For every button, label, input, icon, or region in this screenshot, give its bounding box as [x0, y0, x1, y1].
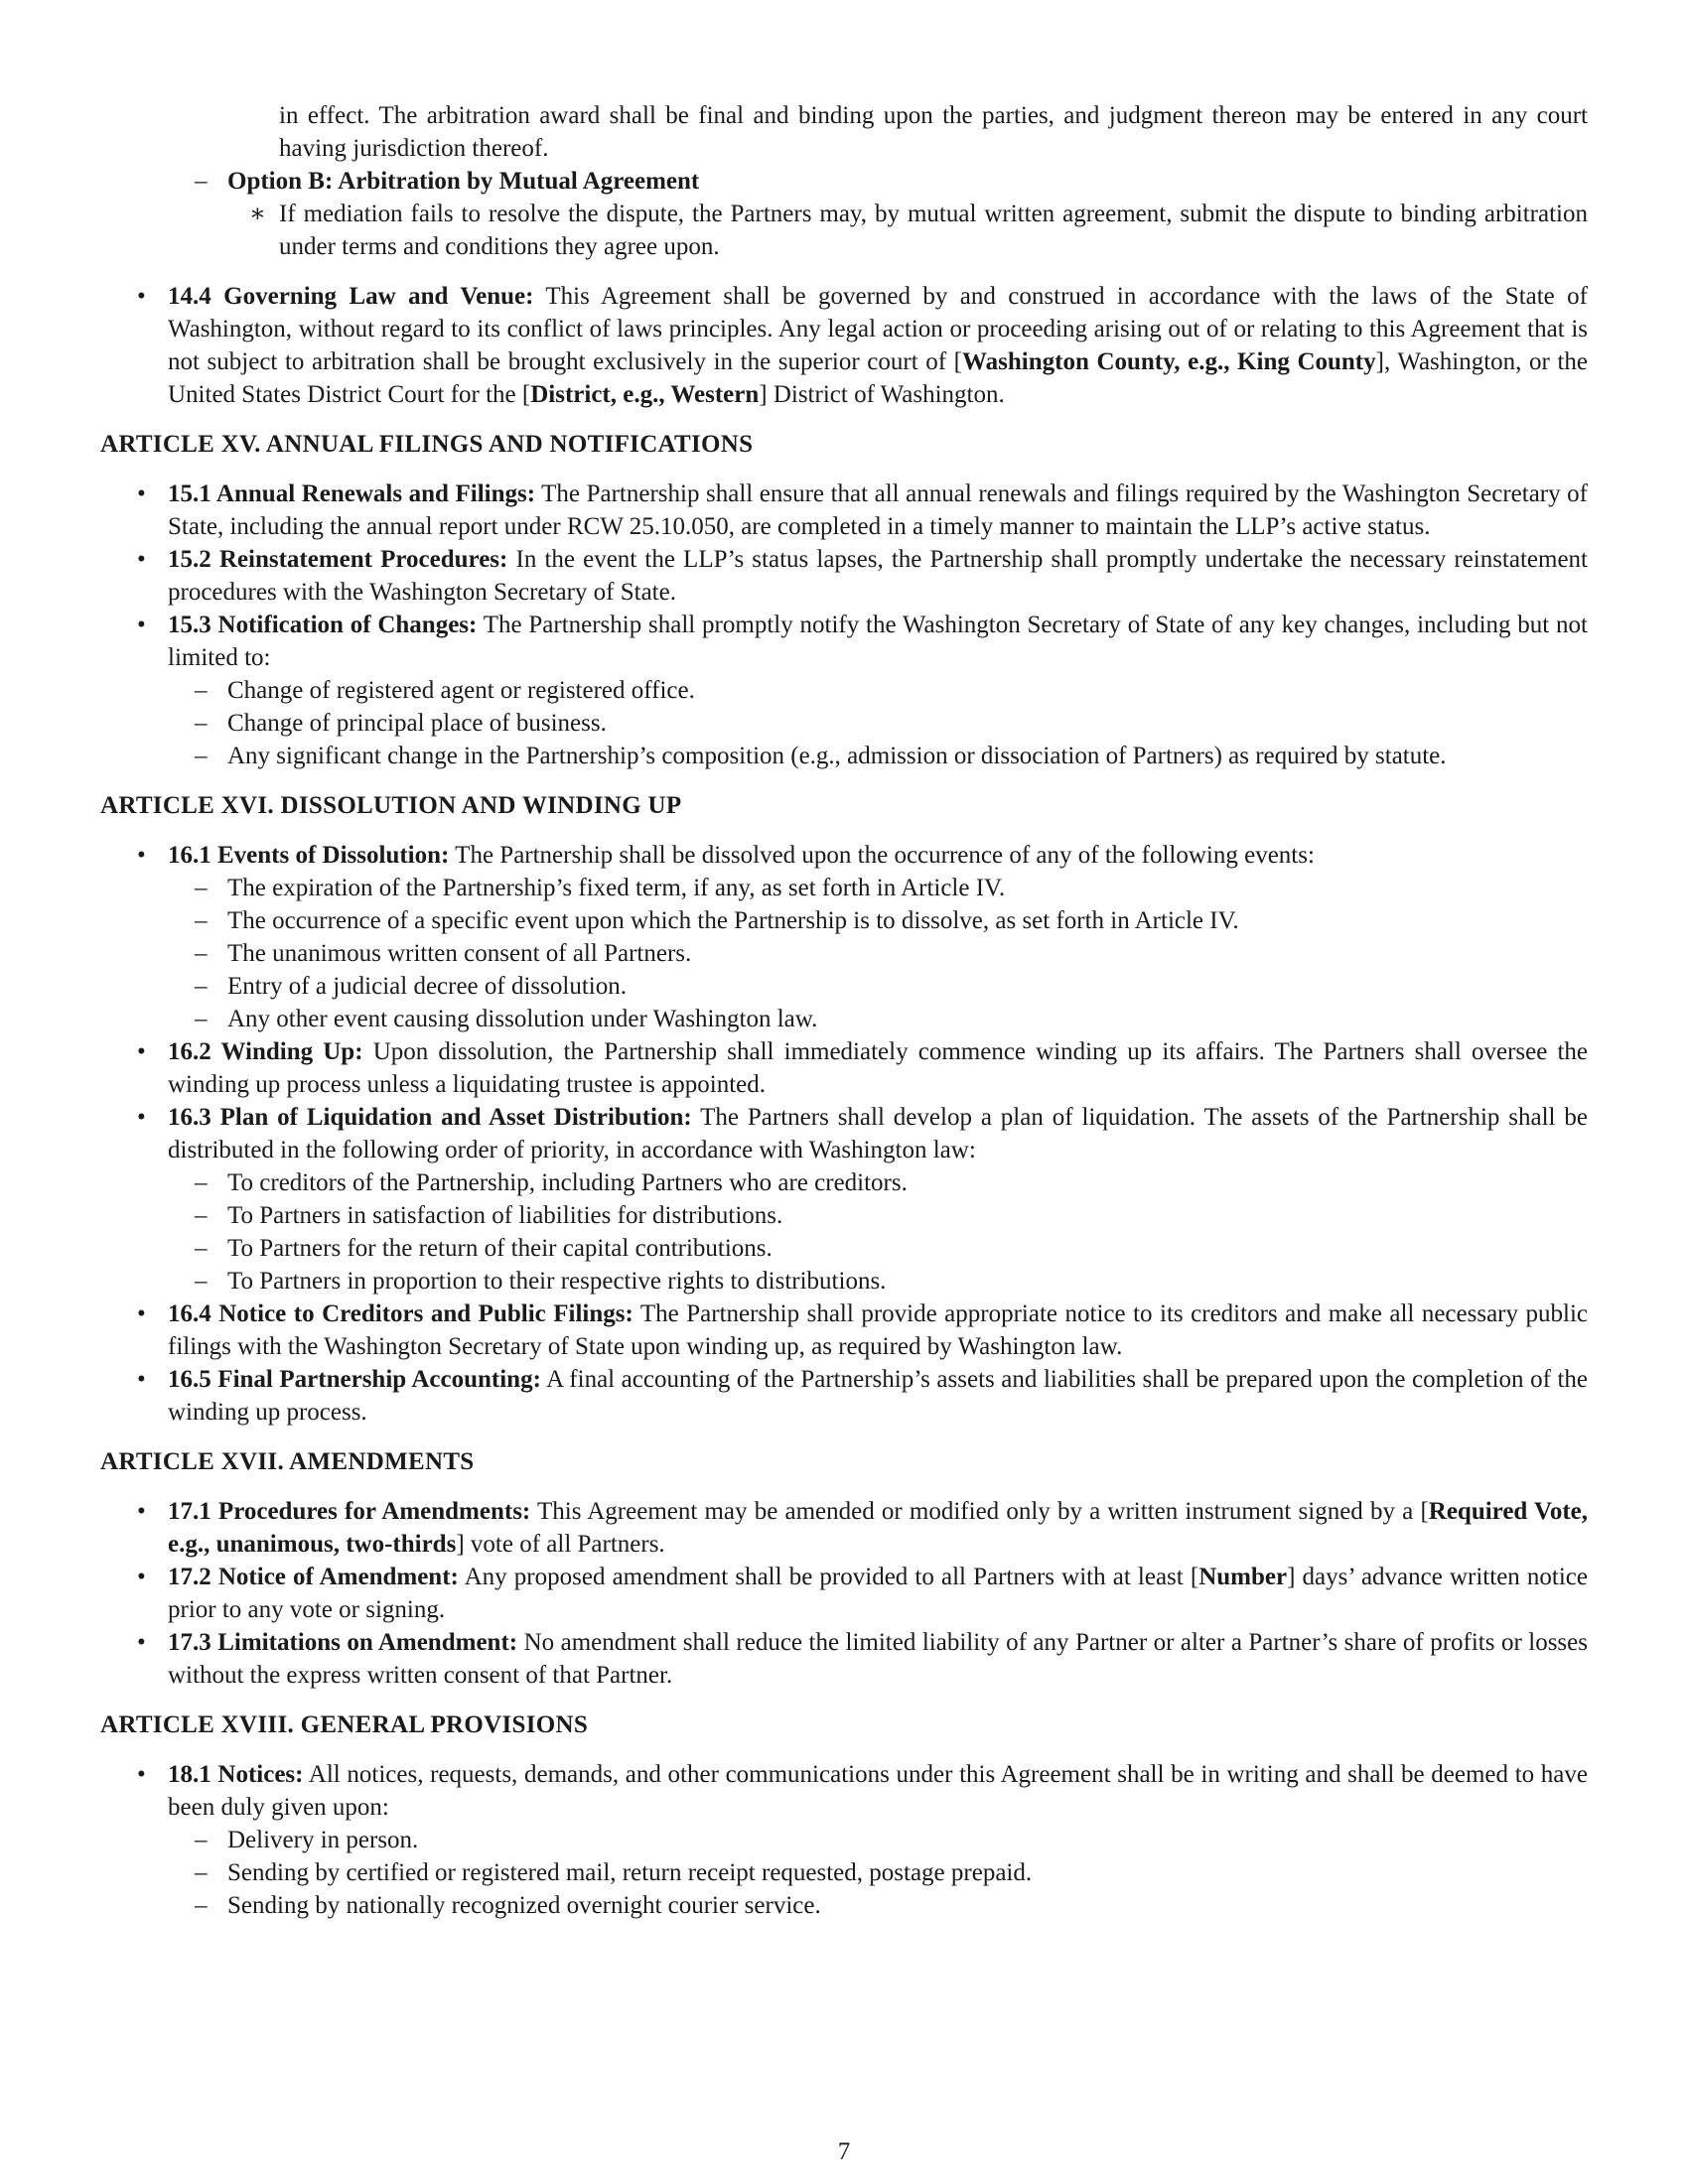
dash-marker: – [195, 168, 208, 195]
bullet-marker: • [137, 1564, 146, 1590]
article-18-heading: ARTICLE XVIII. GENERAL PROVISIONS [100, 1711, 589, 1738]
list-item-text: The unanimous written consent of all Partners. [227, 940, 692, 967]
section-text: The Partners shall develop a plan of liquidation. The assets of the Partnership shall be distributed in the following order of priority, in accordance with Washington law: [168, 1104, 1588, 1163]
list-item [100, 970, 1588, 1003]
list-item [100, 707, 1588, 740]
bullet-marker: • [137, 842, 146, 869]
dash-marker: – [195, 1169, 208, 1196]
section-text: Any proposed amendment shall be provided to all Partners with at least [ [458, 1564, 1199, 1590]
placeholder-required-vote: Required Vote, e.g., unanimous, two-thirds [168, 1498, 1588, 1558]
list-item [100, 1856, 1588, 1889]
list-item [100, 1199, 1588, 1232]
section-17-3 [100, 1626, 1588, 1692]
bullet-marker: • [137, 612, 146, 638]
option-b-detail [100, 198, 1588, 263]
list-item [100, 674, 1588, 707]
section-16-2 [100, 1035, 1588, 1101]
list-item-text: Entry of a judicial decree of dissolution. [227, 973, 627, 1000]
list-item-text: Any other event causing dissolution under Washington law. [227, 1006, 818, 1032]
section-16-1 [100, 839, 1588, 1035]
section-text: The Partnership shall promptly notify the Washington Secretary of State of any key changes, including but not limited to: [168, 612, 1588, 671]
article-15-heading: ARTICLE XV. ANNUAL FILINGS AND NOTIFICATIONS [100, 431, 754, 458]
bullet-marker: • [137, 1104, 146, 1131]
bullet-marker: • [137, 1629, 146, 1656]
list-item-text: To creditors of the Partnership, including Partners who are creditors. [227, 1169, 908, 1196]
section-label: 15.3 Notification of Changes: [168, 612, 478, 638]
list-item-text: The expiration of the Partnership’s fixed term, if any, as set forth in Article IV. [227, 875, 1006, 901]
section-label: 17.3 Limitations on Amendment: [168, 1629, 518, 1656]
option-b-title: Option B: Arbitration by Mutual Agreement [227, 168, 700, 195]
dash-marker: – [195, 940, 208, 967]
placeholder-district: District, e.g., Western [530, 381, 760, 408]
section-label: 14.4 Governing Law and Venue: [168, 283, 534, 310]
section-text: ], Washington, or the United States District Court for the [ [168, 348, 1588, 408]
list-item [100, 740, 1588, 772]
section-text: ] days’ advance written notice prior to any vote or signing. [168, 1564, 1588, 1623]
dash-marker: – [195, 1268, 208, 1295]
section-label: 15.2 Reinstatement Procedures: [168, 546, 508, 573]
list-item-text: Delivery in person. [227, 1827, 419, 1853]
list-item [100, 1889, 1588, 1922]
bullet-marker: • [137, 480, 146, 507]
list-item-text: To Partners in proportion to their respective rights to distributions. [227, 1268, 887, 1295]
list-item-text: Change of registered agent or registered office. [227, 677, 695, 704]
section-15-1 [100, 478, 1588, 543]
section-15-3 [100, 609, 1588, 772]
document-page [100, 99, 1588, 1922]
dash-marker: – [195, 875, 208, 901]
placeholder-county: Washington County, e.g., King County [962, 348, 1376, 375]
dash-marker: – [195, 1827, 208, 1853]
list-item [100, 1824, 1588, 1856]
bullet-marker: • [137, 1761, 146, 1788]
list-item [100, 904, 1588, 937]
section-label: 15.1 Annual Renewals and Filings: [168, 480, 536, 507]
option-b-text: If mediation fails to resolve the dispute, the Partners may, by mutual written agreement, submit the dispute to binding arbitration under terms and conditions they agree upon. [279, 201, 1588, 260]
section-text: A final accounting of the Partnership’s assets and liabilities shall be prepared upon the completion of the winding up process. [168, 1366, 1588, 1426]
bullet-marker: • [137, 1366, 146, 1393]
article-16-heading: ARTICLE XVI. DISSOLUTION AND WINDING UP [100, 792, 682, 819]
section-15-2 [100, 543, 1588, 609]
section-label: 16.2 Winding Up: [168, 1038, 363, 1065]
dash-marker: – [195, 907, 208, 934]
section-text: ] vote of all Partners. [456, 1531, 665, 1558]
list-item [100, 1166, 1588, 1199]
section-17-2 [100, 1561, 1588, 1626]
section-17-1 [100, 1495, 1588, 1561]
section-14-4 [100, 280, 1588, 411]
section-label: 17.1 Procedures for Amendments: [168, 1498, 531, 1525]
section-text: The Partnership shall ensure that all annual renewals and filings required by the Washington Secretary of State, including the annual report under RCW 25.10.050, are completed in a timely manner to maintain the LLP’s active status. [168, 480, 1589, 540]
section-18-1 [100, 1758, 1588, 1922]
bullet-marker: • [137, 1038, 146, 1065]
section-text: ] District of Washington. [759, 381, 1005, 408]
section-16-4 [100, 1297, 1588, 1363]
list-item [100, 1265, 1588, 1297]
section-text: In the event the LLP’s status lapses, the Partnership shall promptly undertake the necessary reinstatement procedures with the Washington Secretary of State. [168, 546, 1589, 606]
list-item-text: Any significant change in the Partnership’s composition (e.g., admission or dissociation of Partners) as required by statute. [227, 743, 1447, 769]
dash-marker: – [195, 1235, 208, 1262]
dash-marker: – [195, 743, 208, 769]
dash-marker: – [195, 710, 208, 737]
list-item-text: Change of principal place of business. [227, 710, 607, 737]
bullet-marker: • [137, 283, 146, 310]
arbitration-continuation: in effect. The arbitration award shall be final and binding upon the parties, and judgment thereon may be entered in any court having jurisdiction thereof. [279, 102, 1588, 162]
star-marker: ∗ [249, 201, 266, 227]
option-b-item [100, 165, 1588, 198]
dash-marker: – [195, 1006, 208, 1032]
dash-marker: – [195, 677, 208, 704]
section-text: All notices, requests, demands, and other communications under this Agreement shall be in writing and shall be deemed to have been duly given upon: [168, 1761, 1589, 1821]
section-16-3 [100, 1101, 1588, 1297]
dash-marker: – [195, 1892, 208, 1919]
dash-marker: – [195, 1202, 208, 1229]
section-label: 16.3 Plan of Liquidation and Asset Distribution: [168, 1104, 692, 1131]
section-text: This Agreement shall be governed by and construed in accordance with the laws of the State of Washington, without regard to its conflict of laws principles. Any legal action or proceeding arising out of or relating to this Agreement that is not subject to arbitration shall be brought exclusively in the superior court of [ [168, 283, 1589, 375]
list-item-text: To Partners for the return of their capital contributions. [227, 1235, 773, 1262]
section-text: No amendment shall reduce the limited liability of any Partner or alter a Partner’s share of profits or losses without the express written consent of that Partner. [168, 1629, 1588, 1689]
article-17-heading: ARTICLE XVII. AMENDMENTS [100, 1448, 475, 1475]
list-item [100, 1003, 1588, 1035]
section-label: 16.1 Events of Dissolution: [168, 842, 450, 869]
bullet-marker: • [137, 546, 146, 573]
list-item [100, 872, 1588, 904]
list-item-text: Sending by nationally recognized overnight courier service. [227, 1892, 821, 1919]
section-text: The Partnership shall provide appropriate notice to its creditors and make all necessary public filings with the Washington Secretary of State upon winding up, as required by Washington law. [168, 1300, 1588, 1360]
section-label: 18.1 Notices: [168, 1761, 304, 1788]
list-item-text: Sending by certified or registered mail, return receipt requested, postage prepaid. [227, 1859, 1033, 1886]
list-item [100, 937, 1588, 970]
list-item-text: To Partners in satisfaction of liabilities for distributions. [227, 1202, 783, 1229]
bullet-marker: • [137, 1300, 146, 1327]
section-text: Upon dissolution, the Partnership shall immediately commence winding up its affairs. The Partners shall oversee the winding up process unless a liquidating trustee is appointed. [168, 1038, 1589, 1098]
dash-marker: – [195, 973, 208, 1000]
section-label: 17.2 Notice of Amendment: [168, 1564, 459, 1590]
placeholder-number: Number [1198, 1564, 1288, 1590]
section-label: 16.4 Notice to Creditors and Public Filings: [168, 1300, 633, 1327]
section-text: The Partnership shall be dissolved upon the occurrence of any of the following events: [449, 842, 1315, 869]
dash-marker: – [195, 1859, 208, 1886]
bullet-marker: • [137, 1498, 146, 1525]
page-number: 7 [837, 2138, 851, 2165]
list-item [100, 1232, 1588, 1265]
section-16-5 [100, 1363, 1588, 1429]
section-text: This Agreement may be amended or modified only by a written instrument signed by a [ [530, 1498, 1429, 1525]
list-item-text: The occurrence of a specific event upon which the Partnership is to dissolve, as set forth in Article IV. [227, 907, 1239, 934]
section-label: 16.5 Final Partnership Accounting: [168, 1366, 541, 1393]
